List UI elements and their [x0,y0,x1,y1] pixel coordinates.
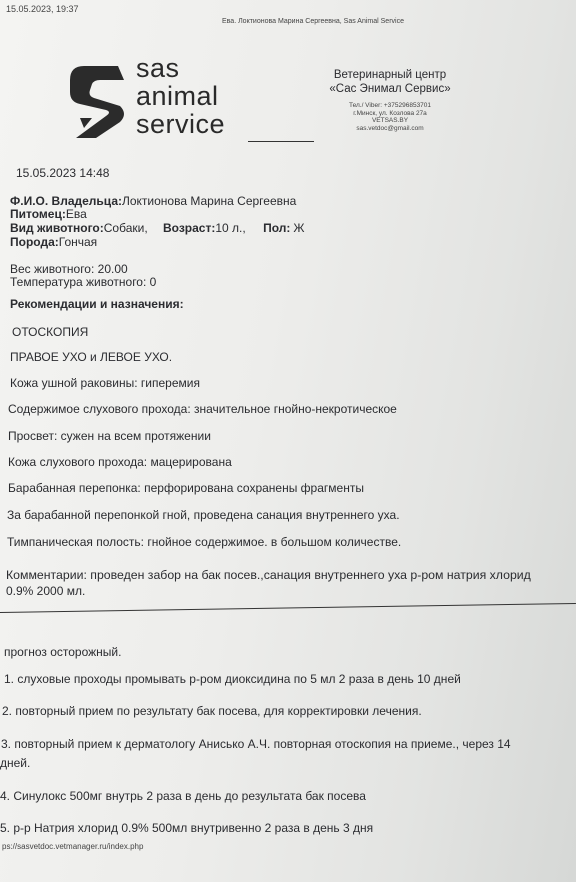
recommendations-title: Рекомендации и назначения: [10,297,184,311]
exam-comment-2: 0.9% 2000 мл. [6,584,86,598]
exam-lumen: Просвет: сужен на всем протяжении [8,429,211,443]
temperature: Температура животного: 0 [10,275,157,289]
exam-tympanic: Тимпаническая полость: гнойное содержимое. в большом количестве. [7,535,402,549]
prognosis: прогноз осторожный. [4,645,122,659]
logo-line-2: animal [136,81,219,111]
clinic-name-1: Ветеринарный центр [333,69,447,81]
logo-wordmark [136,54,225,138]
exam-title: ОТОСКОПИЯ [12,325,89,339]
document-title: Ева. Локтионова Марина Сергеевна, Sas Animal Service [222,18,404,25]
pet-label: Питомец: [10,207,66,221]
section-divider [0,603,576,613]
clinic-site: VETSAS.BY [371,117,409,125]
clinic-name-2: «Сас Энимал Сервис» [329,83,451,95]
exam-ears: ПРАВОЕ УХО и ЛЕВОЕ УХО. [10,350,173,364]
exam-skin-pinna: Кожа ушной раковины: гиперемия [10,376,200,390]
s-logo-icon [66,62,128,142]
owner-row [10,194,296,208]
clinic-email: sas.vetdoc@gmail.com [356,124,424,132]
sex-label: Пол: [263,221,291,235]
exam-canal-contents: Содержимое слухового прохода: значительное гнойно-некротическое [8,402,397,416]
species-row [10,221,304,235]
breed-value: Гончая [58,235,98,249]
sex-value: Ж [293,221,305,235]
clinic-address: г.Минск, ул. Козлова 27а [353,109,427,117]
species-value: Собаки, [103,221,148,235]
plan-item-4: 4. Синулокс 500мг внутрь 2 раза в день до результата бак посева [0,789,366,803]
logo-underline [248,141,314,142]
age-label: Возраст: [163,221,216,235]
print-datetime: 15.05.2023, 19:37 [6,4,79,14]
logo-line-1: sas [136,53,180,83]
owner-value: Локтионова Марина Сергеевна [121,194,297,208]
weight: Вес животного: 20.00 [10,262,128,276]
exam-eardrum: Барабанная перепонка: перфорирована сохранены фрагменты [8,481,364,495]
plan-item-5: 5. р-р Натрия хлорид 0.9% 500мл внутривенно 2 раза в день 3 дня [0,821,374,835]
clinic-phone: Тел./ Viber: +375296853701 [348,102,432,109]
species-label: Вид животного: [10,221,104,235]
breed-label: Порода: [10,235,59,249]
plan-item-3-cont: дней. [0,756,31,770]
age-value: 10 л., [215,221,246,235]
exam-comment-1: Комментарии: проведен забор на бак посев.,санация внутреннего уха р-ром натрия хлорид [6,568,531,582]
exam-canal-skin: Кожа слухового прохода: мацерирована [8,455,232,469]
plan-item-1: 1. слуховые проходы промывать р-ром диоксидина по 5 мл 2 раза в день 10 дней [4,672,461,686]
visit-datetime: 15.05.2023 14:48 [16,166,110,180]
pet-row [10,207,87,221]
clinic-info [310,68,470,132]
logo-line-3: service [136,109,226,139]
plan-item-3: 3. повторный прием к дерматологу Анисько А.Ч. повторная отоскопия на приеме., через 14 [1,737,511,751]
footer-url: ps://sasvetdoc.vetmanager.ru/index.php [2,842,144,851]
exam-behind-eardrum: За барабанной перепонкой гной, проведена санация внутреннего уха. [7,508,400,522]
owner-label: Ф.И.О. Владельца: [10,194,122,208]
pet-value: Ева [65,207,87,221]
breed-row [10,235,97,249]
plan-item-2: 2. повторный прием по результату бак посева, для корректировки лечения. [2,704,422,718]
